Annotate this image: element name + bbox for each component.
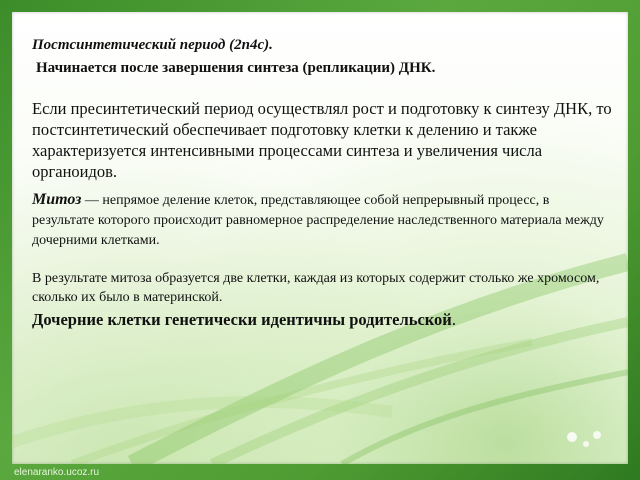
watermark: elenaranko.ucoz.ru — [14, 467, 100, 478]
slide-content — [32, 36, 612, 330]
slide-subtitle: Начинается после завершения синтеза (репликации) ДНК. — [36, 60, 436, 76]
paragraph-postsynthetic: Если пресинтетический период осуществлял рост и подготовку к синтезу ДНК, то постсинтетический обеспечивает подготовку клетки к делению и также характеризуется интенсивными процессами синтеза и увеличения числа органоидов. — [32, 99, 612, 181]
mitosis-term: Митоз — [32, 191, 82, 208]
slide-canvas — [12, 12, 628, 464]
mitosis-definition-text: — непрямое деление клеток, представляющее собой непрерывный процесс, в результате которого происходит равномерное распределение наследственного материала между дочерними клетками. — [32, 193, 604, 248]
paragraph-conclusion — [32, 309, 612, 330]
paragraph-mitosis-definition — [32, 190, 612, 251]
conclusion-text: Дочерние клетки генетически идентичны родительской — [32, 310, 452, 329]
paragraph-mitosis-result: В результате митоза образуется две клетки, каждая из которых содержит столько же хромосом, сколько их было в материнской. — [32, 271, 600, 305]
slide-title: Постсинтетический период (2n4c). — [32, 37, 273, 53]
conclusion-period: . — [451, 310, 456, 329]
